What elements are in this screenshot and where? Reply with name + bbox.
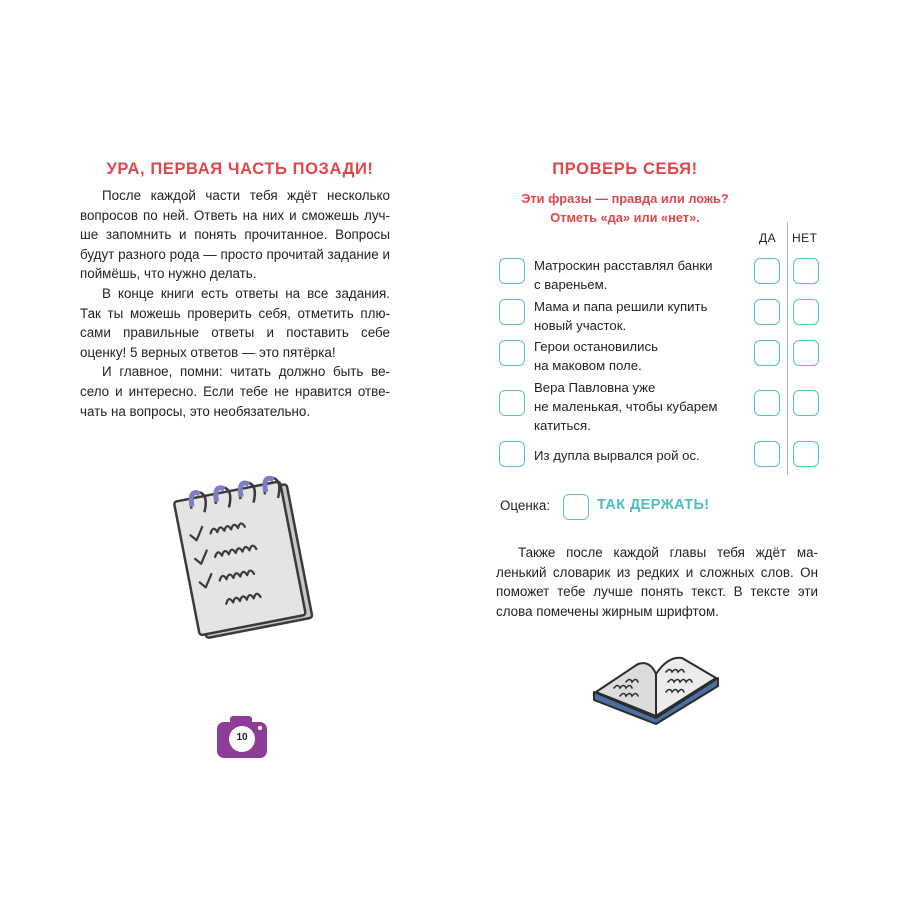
right-page-title: ПРОВЕРЬ СЕБЯ! bbox=[552, 160, 698, 178]
question-4-line-1: Вера Павловна уже bbox=[534, 380, 656, 395]
question-2-text bbox=[534, 297, 744, 335]
question-1-line-1: Матроскин расставлял банки bbox=[534, 258, 713, 273]
question-3-line-1: Герои остановились bbox=[534, 339, 658, 354]
page-number-badge bbox=[214, 714, 270, 760]
question-5-checkbox[interactable] bbox=[499, 441, 525, 467]
question-4-yes-checkbox[interactable] bbox=[754, 390, 780, 416]
question-4-text bbox=[534, 378, 744, 435]
question-4-line-2: не маленькая, чтобы кубарем bbox=[534, 399, 718, 414]
open-book-illustration bbox=[586, 652, 726, 726]
grade-label: Оценка: bbox=[500, 498, 551, 513]
column-divider bbox=[787, 222, 788, 475]
question-5-line-1: Из дупла вырвался рой ос. bbox=[534, 448, 700, 463]
question-2-no-checkbox[interactable] bbox=[793, 299, 819, 325]
right-page bbox=[450, 0, 900, 900]
question-3-line-2: на маковом поле. bbox=[534, 358, 642, 373]
question-1-yes-checkbox[interactable] bbox=[754, 258, 780, 284]
question-5-no-checkbox[interactable] bbox=[793, 441, 819, 467]
quiz-instructions-line-2: Отметь «да» или «нет». bbox=[550, 210, 700, 225]
question-1-no-checkbox[interactable] bbox=[793, 258, 819, 284]
question-3-yes-checkbox[interactable] bbox=[754, 340, 780, 366]
question-2-checkbox[interactable] bbox=[499, 299, 525, 325]
left-page-body bbox=[80, 186, 390, 421]
question-2-yes-checkbox[interactable] bbox=[754, 299, 780, 325]
notepad-illustration bbox=[160, 466, 340, 646]
question-5-yes-checkbox[interactable] bbox=[754, 441, 780, 467]
page-number: 10 bbox=[236, 732, 248, 743]
question-2-line-2: новый участок. bbox=[534, 318, 627, 333]
intro-paragraph-3: И главное, помни: читать должно быть весело и интересно. Если тебе не нравится отвечать на вопросы, это необязательно. bbox=[80, 364, 390, 419]
question-3-checkbox[interactable] bbox=[499, 340, 525, 366]
question-4-no-checkbox[interactable] bbox=[793, 390, 819, 416]
grade-message: ТАК ДЕРЖАТЬ! bbox=[597, 497, 710, 513]
left-page-title: УРА, ПЕРВАЯ ЧАСТЬ ПОЗАДИ! bbox=[106, 160, 374, 178]
question-1-text bbox=[534, 256, 744, 294]
column-header-yes: ДА bbox=[759, 231, 777, 245]
glossary-paragraph: Также после каждой главы тебя ждёт маленький словарик из редких и сложных слов. Он поможет тебе лучше понять текст. В тексте эти слова помечены жирным шрифтом. bbox=[496, 545, 818, 619]
question-3-text bbox=[534, 337, 744, 375]
quiz-instructions bbox=[450, 189, 800, 227]
right-page-body bbox=[496, 543, 818, 621]
question-2-line-1: Мама и папа решили купить bbox=[534, 299, 708, 314]
intro-paragraph-2: В конце книги есть ответы на все задания. Так ты можешь проверить себя, отметить плюсами правильные ответы и поставить себе оценку! 5 верных ответов — это пятёрка! bbox=[80, 285, 390, 360]
question-4-line-3: катиться. bbox=[534, 418, 591, 433]
grade-checkbox[interactable] bbox=[563, 494, 589, 520]
quiz-instructions-line-1: Эти фразы — правда или ложь? bbox=[521, 191, 729, 206]
intro-paragraph-1: После каждой части тебя ждёт несколько вопросов по ней. Ответь на них и сможешь лучше запомнить и понять прочитанное. Вопросы будут разного рода — просто прочитай задание и поймёшь, что нужно делать. bbox=[80, 188, 390, 282]
question-3-no-checkbox[interactable] bbox=[793, 340, 819, 366]
question-5-text bbox=[534, 446, 744, 465]
question-4-checkbox[interactable] bbox=[499, 390, 525, 416]
question-1-line-2: с вареньем. bbox=[534, 277, 608, 292]
column-header-no: НЕТ bbox=[792, 231, 818, 245]
question-1-checkbox[interactable] bbox=[499, 258, 525, 284]
